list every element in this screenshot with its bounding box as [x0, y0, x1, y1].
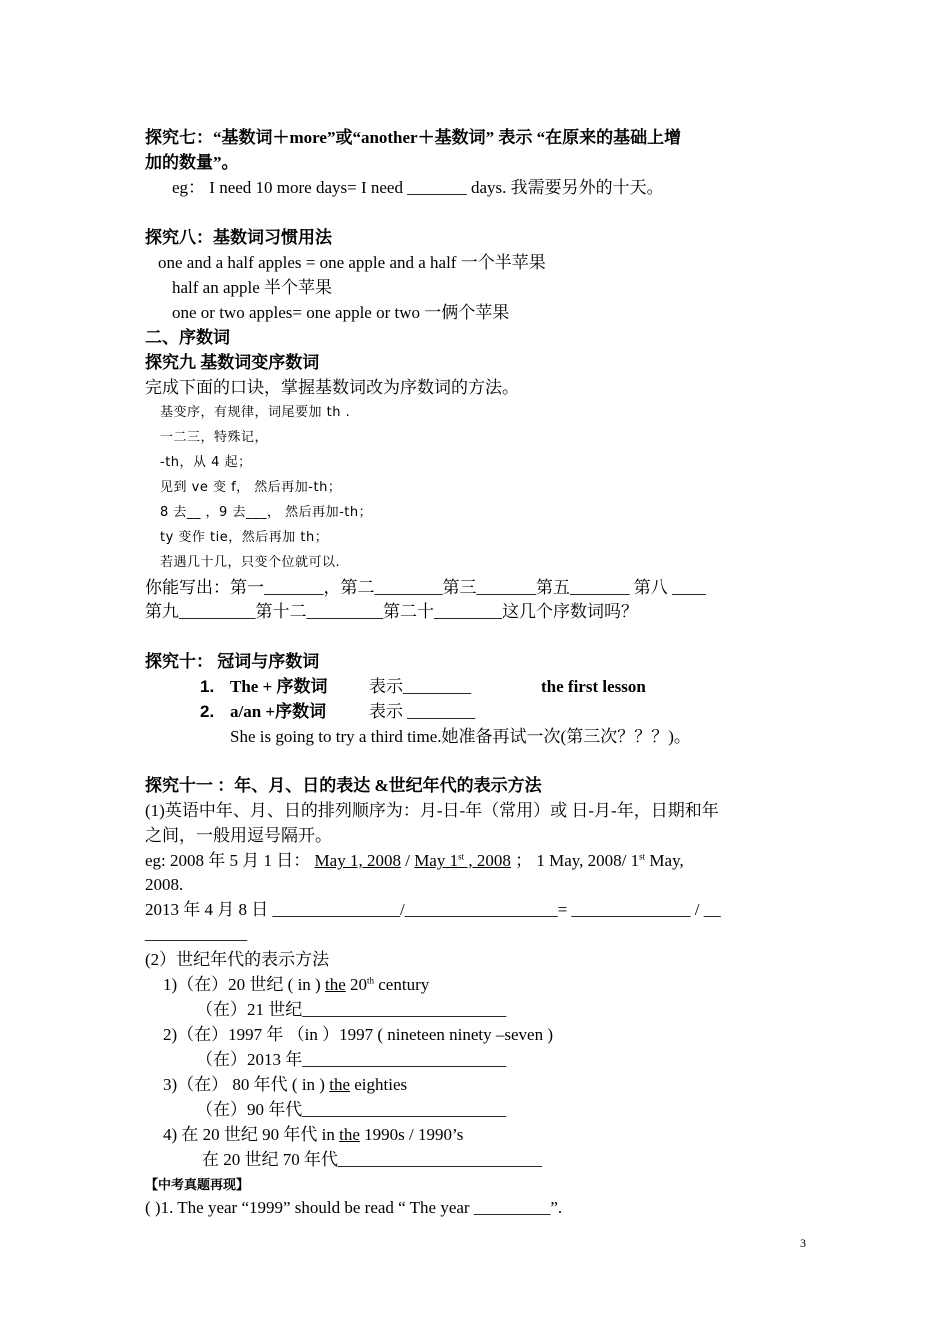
list-item-blank: 表示 ________	[369, 702, 476, 721]
rhyme-line: 基变序，有规律，词尾要加 th .	[160, 405, 351, 420]
article: the	[324, 975, 346, 994]
date-format-2-text: May 1	[414, 851, 459, 870]
date-exercise-cont: ____________	[145, 924, 247, 943]
section8-line: one and a half apples = one apple and a half 一个半苹果	[158, 253, 546, 272]
section9-question-cont: 第九_________第十二_________第二十________这几个序数词吗？	[145, 602, 638, 621]
page-number: 3	[800, 1236, 806, 1250]
century-exercise: （在）90 年代________________________	[196, 1100, 507, 1119]
date-format-3: ； 1 May, 2008/ 1	[510, 851, 640, 870]
century-item	[163, 974, 429, 996]
century-item-number: 20	[345, 975, 367, 994]
section11-title: 探究十一 ：年、月、日的表达 &世纪年代的表示方法	[145, 776, 542, 795]
section9-intro: 完成下面的口诀，掌握基数词改为序数词的方法。	[145, 378, 519, 397]
section8-line: half an apple 半个苹果	[172, 278, 333, 297]
section10-title: 探究十： 冠词与序数词	[145, 652, 320, 671]
date-example	[145, 850, 684, 872]
century-item	[163, 1124, 463, 1146]
list-item-term: The + 序数词	[230, 677, 328, 696]
ordinal-suffix: st	[458, 851, 465, 862]
date-format-1: May 1, 2008	[314, 851, 401, 870]
century-item-text: 3)（在） 80 年代 ( in )	[163, 1075, 330, 1094]
date-example-prefix: eg: 2008 年 5 月 1 日：	[145, 851, 315, 870]
list-number: 2.	[200, 702, 215, 721]
section7-title-cont: 加的数量”。	[145, 153, 239, 172]
century-exercise: （在）21 世纪________________________	[196, 1000, 507, 1019]
exam-question: ( )1. The year “1999” should be read “ The year _________”.	[145, 1198, 563, 1217]
part-heading: 二、序数词	[145, 328, 230, 347]
century-item-end: 1990s / 1990’s	[359, 1125, 464, 1144]
section11-paragraph: (1)英语中年、月、日的排列顺序为：月-日-年（常用）或 日-月-年，日期和年	[145, 801, 719, 820]
section8-line: one or two apples= one apple or two 一俩个苹果	[172, 303, 510, 322]
section11-paragraph-cont: 之间，一般用逗号隔开。	[145, 826, 332, 845]
section8-title: 探究八：基数词习惯用法	[145, 228, 332, 247]
section9-title: 探究九 基数词变序数词	[145, 353, 320, 372]
section10-example: She is going to try a third time.她准备再试一次(第三次？？？)。	[230, 727, 691, 746]
century-exercise: （在）2013 年________________________	[196, 1050, 507, 1069]
article: the	[339, 1125, 360, 1144]
century-exercise: 在 20 世纪 70 年代________________________	[202, 1150, 542, 1169]
list-item-example: the first lesson	[541, 677, 646, 696]
separator: /	[400, 851, 415, 870]
century-item-end: century	[374, 975, 430, 994]
section9-question: 你能写出：第一_______，第二________第三_______第五_______ 第八 ____	[145, 578, 706, 597]
section7-title: 探究七：“基数词＋more”或“another＋基数词” 表示 “在原来的基础上增	[145, 128, 682, 147]
article: the	[329, 1075, 350, 1094]
ordinal-suffix: st	[639, 851, 646, 862]
rhyme-line: 若遇几十几，只变个位就可以.	[160, 555, 341, 570]
list-number: 1.	[200, 677, 215, 696]
section11-subheading: (2）世纪年代的表示方法	[145, 950, 330, 969]
century-item-text: 4) 在 20 世纪 90 年代 in	[163, 1125, 340, 1144]
ordinal-suffix: th	[367, 975, 375, 986]
rhyme-line: -th，从 4 起；	[160, 455, 252, 470]
date-exercise: 2013 年 4 月 8 日 _______________/__________________= ______________ / __	[145, 900, 721, 919]
rhyme-line: 8 去__ ，9 去___， 然后再加-th；	[160, 505, 373, 520]
list-item-blank: 表示________	[369, 677, 471, 696]
date-format-4: May,	[645, 851, 684, 870]
exam-heading: 【中考真题再现】	[145, 1177, 250, 1192]
section7-example: eg： I need 10 more days= I need _______ days. 我需要另外的十天。	[172, 178, 664, 197]
rhyme-line: 见到 ve 变 f， 然后再加-th；	[160, 480, 342, 495]
century-item: 2)（在）1997 年 （in ）1997 ( nineteen ninety –seven )	[163, 1025, 553, 1044]
century-item	[163, 1074, 407, 1096]
century-item-end: eighties	[350, 1075, 408, 1094]
rhyme-line: 一二三，特殊记，	[160, 430, 269, 445]
date-format-2	[414, 851, 511, 870]
rhyme-line: ty 变作 tie，然后再加 th；	[160, 530, 329, 545]
century-item-text: 1)（在）20 世纪 ( in )	[163, 975, 325, 994]
list-item-term: a/an +序数词	[230, 702, 327, 721]
date-format-2-year: , 2008	[464, 851, 511, 870]
date-example-cont: 2008.	[145, 875, 184, 894]
